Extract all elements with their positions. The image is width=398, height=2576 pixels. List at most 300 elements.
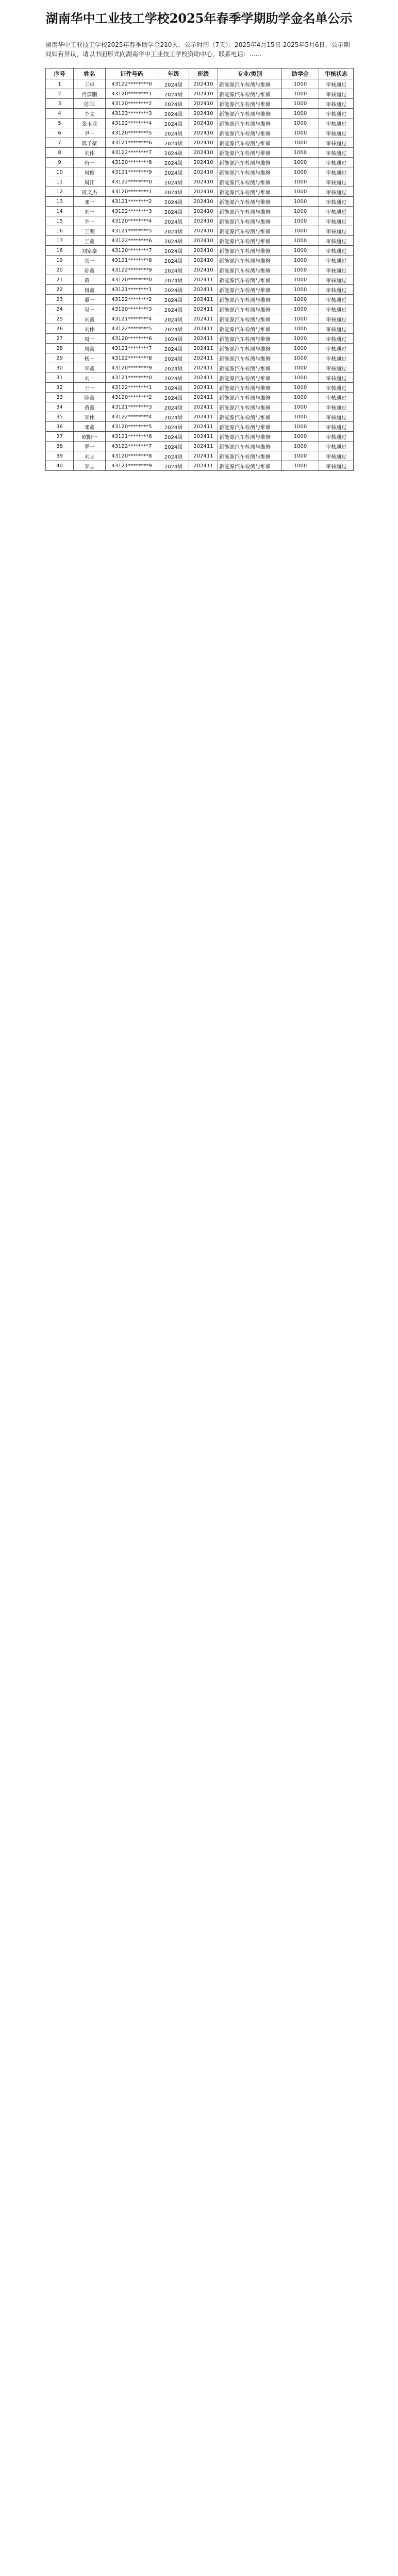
cell-grant: 1000 xyxy=(282,373,319,383)
cell-id: 43121********9 xyxy=(106,167,158,177)
cell-index: 23 xyxy=(46,295,74,304)
cell-major: 新能源汽车检测与维修 xyxy=(218,216,282,226)
cell-name: 罗一 xyxy=(74,442,106,451)
cell-name: 尹一 xyxy=(74,128,106,138)
cell-grant: 1000 xyxy=(282,412,319,422)
cell-name: 唐鑫 xyxy=(74,285,106,295)
cell-major: 新能源汽车检测与维修 xyxy=(218,412,282,422)
cell-grant: 1000 xyxy=(282,422,319,432)
cell-major: 新能源汽车检测与维修 xyxy=(218,383,282,393)
cell-name: 黄鑫 xyxy=(74,402,106,412)
cell-index: 9 xyxy=(46,158,74,167)
cell-index: 33 xyxy=(46,393,74,402)
cell-status: 审核通过 xyxy=(319,334,354,344)
cell-status: 审核通过 xyxy=(319,383,354,393)
table-row xyxy=(46,99,354,109)
cell-status: 审核通过 xyxy=(319,314,354,324)
table-row xyxy=(46,256,354,265)
table-row xyxy=(46,344,354,353)
cell-status: 审核通过 xyxy=(319,442,354,451)
cell-status: 审核通过 xyxy=(319,256,354,265)
col-header-major: 专业/类别 xyxy=(218,69,282,79)
col-header-index: 序号 xyxy=(46,69,74,79)
cell-id: 43121********6 xyxy=(106,138,158,148)
cell-grade: 2024级 xyxy=(158,79,189,89)
cell-grade: 2024级 xyxy=(158,334,189,344)
cell-class: 202411 xyxy=(189,442,218,451)
table-row xyxy=(46,295,354,304)
cell-class: 202410 xyxy=(189,236,218,246)
cell-major: 新能源汽车检测与维修 xyxy=(218,344,282,353)
cell-status: 审核通过 xyxy=(319,324,354,334)
cell-name: 陈鑫 xyxy=(74,393,106,402)
table-row xyxy=(46,197,354,207)
cell-major: 新能源汽车检测与维修 xyxy=(218,158,282,167)
cell-status: 审核通过 xyxy=(319,412,354,422)
cell-major: 新能源汽车检测与维修 xyxy=(218,79,282,89)
cell-name: 李鑫 xyxy=(74,363,106,373)
cell-grant: 1000 xyxy=(282,265,319,275)
table-row xyxy=(46,383,354,393)
cell-id: 43120********8 xyxy=(106,158,158,167)
cell-index: 6 xyxy=(46,128,74,138)
cell-index: 16 xyxy=(46,226,74,236)
cell-index: 30 xyxy=(46,363,74,373)
cell-grant: 1000 xyxy=(282,216,319,226)
cell-name: 陈国 xyxy=(74,99,106,109)
cell-grade: 2024级 xyxy=(158,285,189,295)
cell-index: 35 xyxy=(46,412,74,422)
cell-name: 刘一 xyxy=(74,207,106,216)
cell-index: 31 xyxy=(46,373,74,383)
cell-grant: 1000 xyxy=(282,324,319,334)
cell-status: 审核通过 xyxy=(319,197,354,207)
cell-status: 审核通过 xyxy=(319,226,354,236)
cell-status: 审核通过 xyxy=(319,207,354,216)
cell-status: 审核通过 xyxy=(319,344,354,353)
cell-index: 4 xyxy=(46,109,74,118)
cell-id: 43120********2 xyxy=(106,99,158,109)
cell-id: 43122********2 xyxy=(106,295,158,304)
cell-index: 39 xyxy=(46,451,74,461)
cell-name: 李伟 xyxy=(74,412,106,422)
table-row xyxy=(46,363,354,373)
cell-index: 34 xyxy=(46,402,74,412)
table-row xyxy=(46,167,354,177)
cell-grade: 2024级 xyxy=(158,295,189,304)
cell-major: 新能源汽车检测与维修 xyxy=(218,402,282,412)
cell-grade: 2024级 xyxy=(158,167,189,177)
cell-major: 新能源汽车检测与维修 xyxy=(218,187,282,197)
cell-index: 14 xyxy=(46,207,74,216)
table-row xyxy=(46,246,354,256)
cell-grant: 1000 xyxy=(282,187,319,197)
cell-id: 43120********1 xyxy=(106,187,158,197)
cell-index: 29 xyxy=(46,353,74,363)
cell-index: 13 xyxy=(46,197,74,207)
cell-id: 43121********9 xyxy=(106,461,158,471)
cell-major: 新能源汽车检测与维修 xyxy=(218,197,282,207)
cell-class: 202410 xyxy=(189,187,218,197)
table-row xyxy=(46,187,354,197)
cell-status: 审核通过 xyxy=(319,216,354,226)
table-row xyxy=(46,177,354,187)
cell-grade: 2024级 xyxy=(158,128,189,138)
cell-index: 21 xyxy=(46,275,74,285)
cell-class: 202410 xyxy=(189,118,218,128)
cell-grant: 1000 xyxy=(282,256,319,265)
cell-major: 新能源汽车检测与维修 xyxy=(218,128,282,138)
cell-id: 43122********9 xyxy=(106,265,158,275)
cell-grade: 2024级 xyxy=(158,89,189,99)
col-header-status: 审核状态 xyxy=(319,69,354,79)
cell-grant: 1000 xyxy=(282,363,319,373)
table-row xyxy=(46,128,354,138)
cell-id: 43121********0 xyxy=(106,373,158,383)
cell-major: 新能源汽车检测与维修 xyxy=(218,246,282,256)
cell-id: 43120********5 xyxy=(106,128,158,138)
cell-grant: 1000 xyxy=(282,138,319,148)
cell-index: 37 xyxy=(46,432,74,442)
cell-class: 202410 xyxy=(189,256,218,265)
cell-index: 27 xyxy=(46,334,74,344)
cell-grade: 2024级 xyxy=(158,314,189,324)
cell-status: 审核通过 xyxy=(319,402,354,412)
cell-grant: 1000 xyxy=(282,226,319,236)
cell-status: 审核通过 xyxy=(319,89,354,99)
cell-grade: 2024级 xyxy=(158,353,189,363)
cell-grade: 2024级 xyxy=(158,363,189,373)
cell-major: 新能源汽车检测与维修 xyxy=(218,138,282,148)
cell-grant: 1000 xyxy=(282,128,319,138)
cell-name: 刘鑫 xyxy=(74,314,106,324)
cell-class: 202410 xyxy=(189,99,218,109)
grant-list-table xyxy=(45,68,354,471)
cell-class: 202411 xyxy=(189,383,218,393)
cell-status: 审核通过 xyxy=(319,109,354,118)
cell-grade: 2024级 xyxy=(158,432,189,442)
cell-major: 新能源汽车检测与维修 xyxy=(218,99,282,109)
cell-index: 5 xyxy=(46,118,74,128)
table-row xyxy=(46,393,354,402)
cell-grant: 1000 xyxy=(282,109,319,118)
cell-grant: 1000 xyxy=(282,79,319,89)
cell-index: 20 xyxy=(46,265,74,275)
cell-id: 43121********3 xyxy=(106,402,158,412)
cell-index: 28 xyxy=(46,344,74,353)
cell-index: 8 xyxy=(46,148,74,158)
cell-name: 周鑫 xyxy=(74,344,106,353)
table-row xyxy=(46,89,354,99)
col-header-grant: 助学金 xyxy=(282,69,319,79)
cell-grade: 2024级 xyxy=(158,373,189,383)
cell-name: 刘伟 xyxy=(74,148,106,158)
cell-major: 新能源汽车检测与维修 xyxy=(218,393,282,402)
cell-grant: 1000 xyxy=(282,148,319,158)
cell-index: 11 xyxy=(46,177,74,187)
cell-class: 202411 xyxy=(189,432,218,442)
cell-class: 202410 xyxy=(189,138,218,148)
cell-id: 43121********2 xyxy=(106,197,158,207)
cell-grant: 1000 xyxy=(282,197,319,207)
cell-index: 25 xyxy=(46,314,74,324)
cell-id: 43122********0 xyxy=(106,79,158,89)
cell-id: 43120********7 xyxy=(106,246,158,256)
cell-class: 202411 xyxy=(189,285,218,295)
cell-class: 202411 xyxy=(189,324,218,334)
table-row xyxy=(46,207,354,216)
cell-class: 202411 xyxy=(189,373,218,383)
cell-id: 43122********7 xyxy=(106,442,158,451)
cell-index: 40 xyxy=(46,461,74,471)
cell-grant: 1000 xyxy=(282,275,319,285)
cell-class: 202411 xyxy=(189,402,218,412)
cell-status: 审核通过 xyxy=(319,167,354,177)
cell-id: 43120********4 xyxy=(106,216,158,226)
cell-class: 202411 xyxy=(189,353,218,363)
cell-grant: 1000 xyxy=(282,393,319,402)
cell-id: 43120********1 xyxy=(106,89,158,99)
cell-id: 43123********3 xyxy=(106,109,158,118)
cell-grant: 1000 xyxy=(282,118,319,128)
cell-status: 审核通过 xyxy=(319,363,354,373)
cell-grant: 1000 xyxy=(282,451,319,461)
cell-major: 新能源汽车检测与维修 xyxy=(218,295,282,304)
cell-major: 新能源汽车检测与维修 xyxy=(218,334,282,344)
table-row xyxy=(46,216,354,226)
cell-name: 张玉龙 xyxy=(74,118,106,128)
cell-id: 43122********3 xyxy=(106,207,158,216)
cell-grade: 2024级 xyxy=(158,256,189,265)
cell-grade: 2024级 xyxy=(158,197,189,207)
table-row xyxy=(46,461,354,471)
cell-grant: 1000 xyxy=(282,304,319,314)
cell-name: 邓一 xyxy=(74,197,106,207)
cell-name: 李一 xyxy=(74,216,106,226)
cell-name: 张一 xyxy=(74,256,106,265)
cell-id: 43122********4 xyxy=(106,412,158,422)
cell-status: 审核通过 xyxy=(319,187,354,197)
cell-class: 202410 xyxy=(189,109,218,118)
cell-grant: 1000 xyxy=(282,89,319,99)
cell-id: 43120********3 xyxy=(106,304,158,314)
cell-grant: 1000 xyxy=(282,334,319,344)
cell-class: 202410 xyxy=(189,79,218,89)
cell-major: 新能源汽车检测与维修 xyxy=(218,256,282,265)
table-row xyxy=(46,285,354,295)
cell-name: 刘伟 xyxy=(74,324,106,334)
cell-grant: 1000 xyxy=(282,158,319,167)
cell-index: 24 xyxy=(46,304,74,314)
cell-name: 刘一 xyxy=(74,373,106,383)
cell-grade: 2024级 xyxy=(158,246,189,256)
cell-grade: 2024级 xyxy=(158,442,189,451)
cell-name: 欧阳一 xyxy=(74,432,106,442)
cell-status: 审核通过 xyxy=(319,158,354,167)
cell-name: 王一 xyxy=(74,383,106,393)
cell-major: 新能源汽车检测与维修 xyxy=(218,451,282,461)
cell-class: 202410 xyxy=(189,158,218,167)
cell-name: 孙鑫 xyxy=(74,265,106,275)
cell-grant: 1000 xyxy=(282,177,319,187)
cell-status: 审核通过 xyxy=(319,353,354,363)
cell-status: 审核通过 xyxy=(319,295,354,304)
table-row xyxy=(46,226,354,236)
cell-grade: 2024级 xyxy=(158,461,189,471)
cell-grade: 2024级 xyxy=(158,207,189,216)
cell-class: 202411 xyxy=(189,451,218,461)
cell-grant: 1000 xyxy=(282,383,319,393)
table-row xyxy=(46,138,354,148)
cell-id: 43122********4 xyxy=(106,118,158,128)
cell-index: 3 xyxy=(46,99,74,109)
cell-grade: 2024级 xyxy=(158,138,189,148)
cell-class: 202411 xyxy=(189,334,218,344)
cell-status: 审核通过 xyxy=(319,148,354,158)
cell-status: 审核通过 xyxy=(319,118,354,128)
cell-name: 刘家豪 xyxy=(74,246,106,256)
cell-status: 审核通过 xyxy=(319,451,354,461)
table-row xyxy=(46,324,354,334)
cell-major: 新能源汽车检测与维修 xyxy=(218,442,282,451)
cell-grade: 2024级 xyxy=(158,216,189,226)
cell-grade: 2024级 xyxy=(158,412,189,422)
table-row xyxy=(46,236,354,246)
cell-class: 202410 xyxy=(189,246,218,256)
cell-id: 43120********8 xyxy=(106,451,158,461)
cell-name: 肖潇鹏 xyxy=(74,89,106,99)
cell-status: 审核通过 xyxy=(319,177,354,187)
cell-class: 202410 xyxy=(189,167,218,177)
cell-status: 审核通过 xyxy=(319,373,354,383)
table-row xyxy=(46,451,354,461)
cell-status: 审核通过 xyxy=(319,246,354,256)
cell-status: 审核通过 xyxy=(319,265,354,275)
cell-major: 新能源汽车检测与维修 xyxy=(218,324,282,334)
cell-grade: 2024级 xyxy=(158,226,189,236)
table-row xyxy=(46,118,354,128)
cell-name: 黄一 xyxy=(74,275,106,285)
cell-grade: 2024级 xyxy=(158,236,189,246)
cell-id: 43120********9 xyxy=(106,363,158,373)
cell-index: 36 xyxy=(46,422,74,432)
cell-grade: 2024级 xyxy=(158,344,189,353)
table-row xyxy=(46,402,354,412)
cell-status: 审核通过 xyxy=(319,304,354,314)
cell-id: 43120********5 xyxy=(106,422,158,432)
table-row xyxy=(46,109,354,118)
cell-major: 新能源汽车检测与维修 xyxy=(218,236,282,246)
cell-class: 202410 xyxy=(189,197,218,207)
cell-id: 43120********2 xyxy=(106,393,158,402)
table-row xyxy=(46,334,354,344)
cell-index: 18 xyxy=(46,246,74,256)
cell-grant: 1000 xyxy=(282,353,319,363)
cell-status: 审核通过 xyxy=(319,236,354,246)
cell-class: 202411 xyxy=(189,275,218,285)
cell-grade: 2024级 xyxy=(158,118,189,128)
cell-id: 43121********8 xyxy=(106,256,158,265)
cell-id: 43121********5 xyxy=(106,226,158,236)
cell-index: 19 xyxy=(46,256,74,265)
cell-id: 43121********6 xyxy=(106,432,158,442)
cell-major: 新能源汽车检测与维修 xyxy=(218,461,282,471)
cell-grant: 1000 xyxy=(282,167,319,177)
cell-class: 202410 xyxy=(189,207,218,216)
cell-index: 10 xyxy=(46,167,74,177)
cell-major: 新能源汽车检测与维修 xyxy=(218,432,282,442)
cell-index: 15 xyxy=(46,216,74,226)
cell-id: 43120********6 xyxy=(106,334,158,344)
cell-grade: 2024级 xyxy=(158,324,189,334)
cell-status: 审核通过 xyxy=(319,461,354,471)
cell-grade: 2024级 xyxy=(158,148,189,158)
table-body xyxy=(46,79,354,471)
cell-index: 32 xyxy=(46,383,74,393)
cell-grant: 1000 xyxy=(282,314,319,324)
cell-major: 新能源汽车检测与维修 xyxy=(218,353,282,363)
cell-name: 王鑫 xyxy=(74,236,106,246)
table-row xyxy=(46,158,354,167)
cell-grant: 1000 xyxy=(282,295,319,304)
cell-grade: 2024级 xyxy=(158,158,189,167)
cell-class: 202410 xyxy=(189,128,218,138)
cell-index: 2 xyxy=(46,89,74,99)
cell-major: 新能源汽车检测与维修 xyxy=(218,167,282,177)
cell-grant: 1000 xyxy=(282,344,319,353)
table-row xyxy=(46,373,354,383)
table-row xyxy=(46,412,354,422)
cell-id: 43120********0 xyxy=(106,275,158,285)
cell-grade: 2024级 xyxy=(158,383,189,393)
cell-grade: 2024级 xyxy=(158,99,189,109)
cell-grant: 1000 xyxy=(282,99,319,109)
cell-index: 12 xyxy=(46,187,74,197)
cell-status: 审核通过 xyxy=(319,79,354,89)
cell-name: 周江 xyxy=(74,177,106,187)
intro-text: 湖南华中工业技工学校2025年春季助学金210人，公示时间（7天）：2025年4月15日-2025年5月6日，公示期间如有异议，请以书面形式向湖南华中工业技工学校资助中心，联系电话：...... xyxy=(45,41,350,58)
cell-grade: 2024级 xyxy=(158,177,189,187)
table-row xyxy=(46,275,354,285)
cell-id: 43122********5 xyxy=(106,324,158,334)
cell-id: 43122********7 xyxy=(106,148,158,158)
cell-class: 202411 xyxy=(189,344,218,353)
cell-major: 新能源汽车检测与维修 xyxy=(218,363,282,373)
cell-major: 新能源汽车检测与维修 xyxy=(218,118,282,128)
cell-grant: 1000 xyxy=(282,442,319,451)
cell-name: 周文杰 xyxy=(74,187,106,197)
cell-index: 17 xyxy=(46,236,74,246)
cell-grant: 1000 xyxy=(282,285,319,295)
cell-id: 43121********7 xyxy=(106,344,158,353)
cell-name: 谭一 xyxy=(74,295,106,304)
cell-name: 李志 xyxy=(74,461,106,471)
cell-name: 周俊 xyxy=(74,167,106,177)
cell-class: 202411 xyxy=(189,304,218,314)
cell-name: 王鹏 xyxy=(74,226,106,236)
cell-status: 审核通过 xyxy=(319,138,354,148)
cell-class: 202410 xyxy=(189,177,218,187)
cell-name: 杨一 xyxy=(74,353,106,363)
cell-major: 新能源汽车检测与维修 xyxy=(218,226,282,236)
table-row xyxy=(46,314,354,324)
cell-grant: 1000 xyxy=(282,402,319,412)
cell-major: 新能源汽车检测与维修 xyxy=(218,177,282,187)
cell-status: 审核通过 xyxy=(319,422,354,432)
col-header-name: 姓名 xyxy=(74,69,106,79)
table-row xyxy=(46,353,354,363)
cell-status: 审核通过 xyxy=(319,285,354,295)
